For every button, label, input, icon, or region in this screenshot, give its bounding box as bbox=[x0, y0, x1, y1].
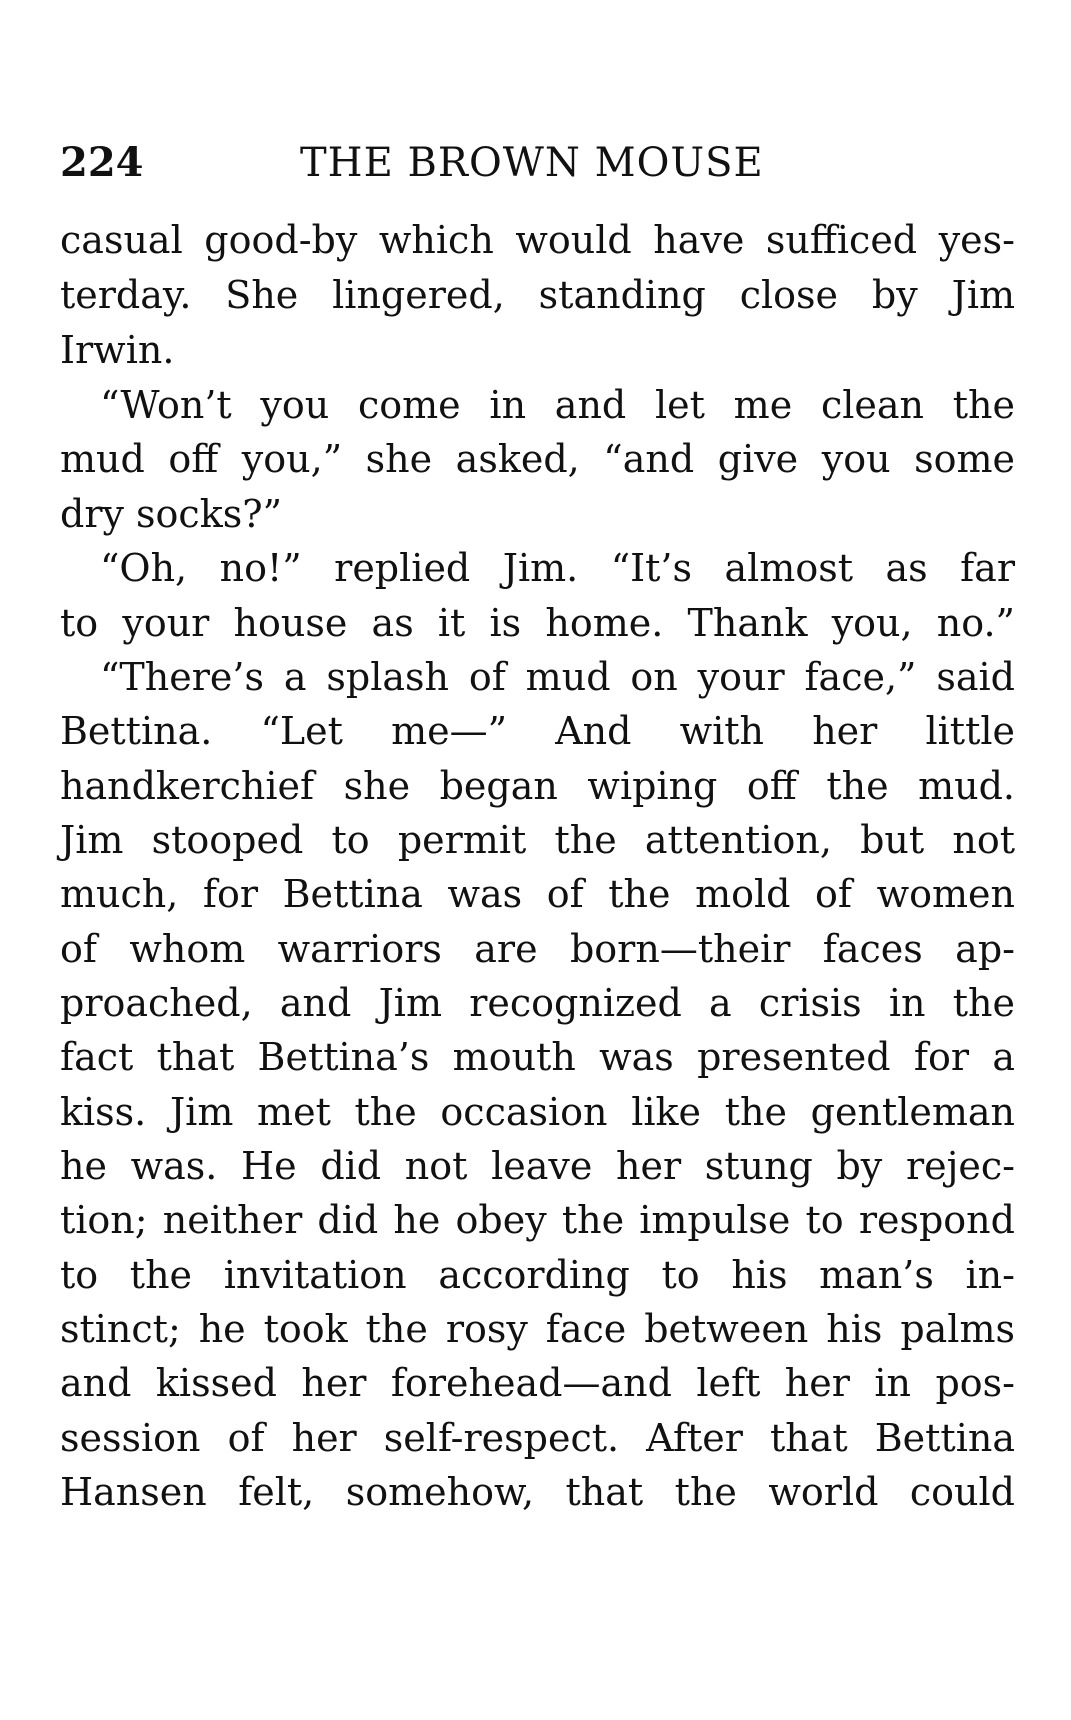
text-line: dry socks?” bbox=[60, 492, 283, 536]
text-line: Hansen felt, somehow, that the world could bbox=[60, 1470, 1015, 1514]
text-line: session of her self-respect. After that Bettina bbox=[60, 1416, 1015, 1460]
running-head bbox=[60, 138, 1020, 188]
book-title: THE BROWN MOUSE bbox=[300, 140, 764, 186]
text-line: “Oh, no!” replied Jim. “It’s almost as far bbox=[100, 546, 1015, 590]
text-line: Jim stooped to permit the attention, but not bbox=[60, 818, 1015, 862]
text-line: much, for Bettina was of the mold of women bbox=[60, 872, 1015, 916]
text-line: proached, and Jim recognized a crisis in the bbox=[60, 981, 1015, 1025]
text-line: mud off you,” she asked, “and give you some bbox=[60, 437, 1015, 481]
text-line: he was. He did not leave her stung by rejec- bbox=[60, 1144, 1015, 1188]
text-line: to the invitation according to his man’s in- bbox=[60, 1253, 1015, 1297]
text-line: casual good-by which would have sufficed yes- bbox=[60, 218, 1015, 262]
text-line: “Won’t you come in and let me clean the bbox=[100, 383, 1015, 427]
text-line: “There’s a splash of mud on your face,” said bbox=[100, 655, 1015, 699]
text-line: and kissed her forehead—and left her in pos- bbox=[60, 1361, 1015, 1405]
text-line: stinct; he took the rosy face between his palms bbox=[60, 1307, 1015, 1351]
text-line: Bettina. “Let me—” And with her little bbox=[60, 709, 1015, 753]
text-line: to your house as it is home. Thank you, no.” bbox=[60, 601, 1015, 645]
text-line: tion; neither did he obey the impulse to respond bbox=[60, 1198, 1015, 1242]
text-line: handkerchief she began wiping off the mud. bbox=[60, 764, 1015, 808]
text-line: of whom warriors are born—their faces ap- bbox=[60, 927, 1015, 971]
text-line: fact that Bettina’s mouth was presented for a bbox=[60, 1035, 1015, 1079]
text-line: Irwin. bbox=[60, 328, 175, 372]
text-line: terday. She lingered, standing close by Jim bbox=[60, 273, 1015, 317]
text-line: kiss. Jim met the occasion like the gentleman bbox=[60, 1090, 1015, 1134]
page-number: 224 bbox=[60, 139, 144, 186]
